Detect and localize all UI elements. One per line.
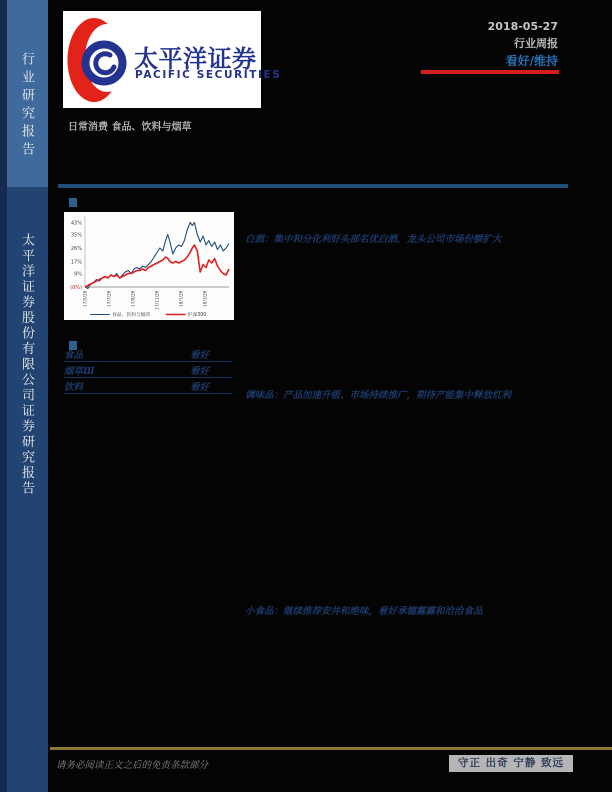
line-chart: [64, 212, 234, 320]
header-divider: [58, 184, 568, 188]
legend-label: 食品、饮料与烟草: [112, 313, 151, 318]
industry-rating: 看好/维持: [505, 54, 558, 68]
y-axis-tick: 17%: [70, 259, 82, 266]
footer-divider: [50, 747, 612, 750]
sidebar-edge-strip: [0, 0, 7, 792]
x-axis-tick: 17/7/26: [107, 290, 113, 308]
report-date: 2018-05-27: [487, 20, 558, 33]
highlight-baijiu: 白酒：集中和分化利好头部名优白酒，龙头公司市场份额扩大: [245, 234, 502, 245]
sub-industry-label: 烟草Ⅲ: [64, 365, 95, 377]
y-axis-tick: 9%: [74, 271, 82, 278]
table-row: [64, 362, 232, 378]
x-axis-tick: 17/5/26: [83, 290, 89, 308]
header-meta-block: [488, 18, 558, 70]
sidebar-top-label: 行业研究报告: [19, 52, 34, 160]
section-bullet-icon: [69, 198, 77, 207]
report-type: 行业周报: [514, 37, 558, 50]
industry-subtitle: 日常消费 食品、饮料与烟草: [68, 122, 192, 133]
y-axis-tick: (0%): [70, 284, 82, 291]
rating-value: 看好: [190, 349, 210, 361]
y-axis-tick: 43%: [70, 220, 82, 227]
company-logo-box: [63, 11, 282, 108]
footer-motto: 守正 出奇 宁静 致远: [449, 755, 573, 772]
rating-underline: [421, 70, 559, 74]
logo-chinese-name: 太平洋证券: [134, 45, 257, 73]
sidebar-bottom-label: 太平洋证券股份有限公司证券研究报告: [19, 233, 34, 497]
x-axis-tick: 18/1/26: [179, 290, 185, 308]
sub-industry-label: 食品: [64, 349, 84, 361]
sub-industry-label: 饮料: [64, 381, 84, 393]
rating-value: 看好: [190, 381, 210, 393]
highlight-condiments: 调味品：产品加速升级、市场持续推广，期待产能集中释放红利: [245, 390, 512, 401]
performance-chart: [64, 212, 234, 320]
sub-industry-ratings-table: [64, 346, 232, 394]
y-axis-tick: 26%: [70, 245, 82, 252]
legend-label: 沪深300: [187, 313, 207, 318]
series-line: [85, 223, 229, 289]
x-axis-tick: 18/3/26: [203, 290, 209, 308]
pacific-securities-logo-icon: [67, 15, 131, 105]
y-axis-tick: 35%: [70, 232, 82, 239]
x-axis-tick: 17/9/26: [131, 290, 137, 308]
rating-value: 看好: [190, 365, 210, 377]
x-axis-tick: 17/11/26: [155, 290, 161, 310]
logo-english-name: PACIFIC SECURITIES: [135, 69, 282, 81]
highlight-snacks: 小食品：继续推荐安井和绝味，看好承德露露和洽洽食品: [245, 606, 483, 617]
series-line: [85, 245, 229, 287]
footer-disclaimer: 请务必阅读正文之后的免责条款部分: [56, 760, 209, 771]
table-row: [64, 346, 232, 362]
table-row: [64, 378, 232, 394]
